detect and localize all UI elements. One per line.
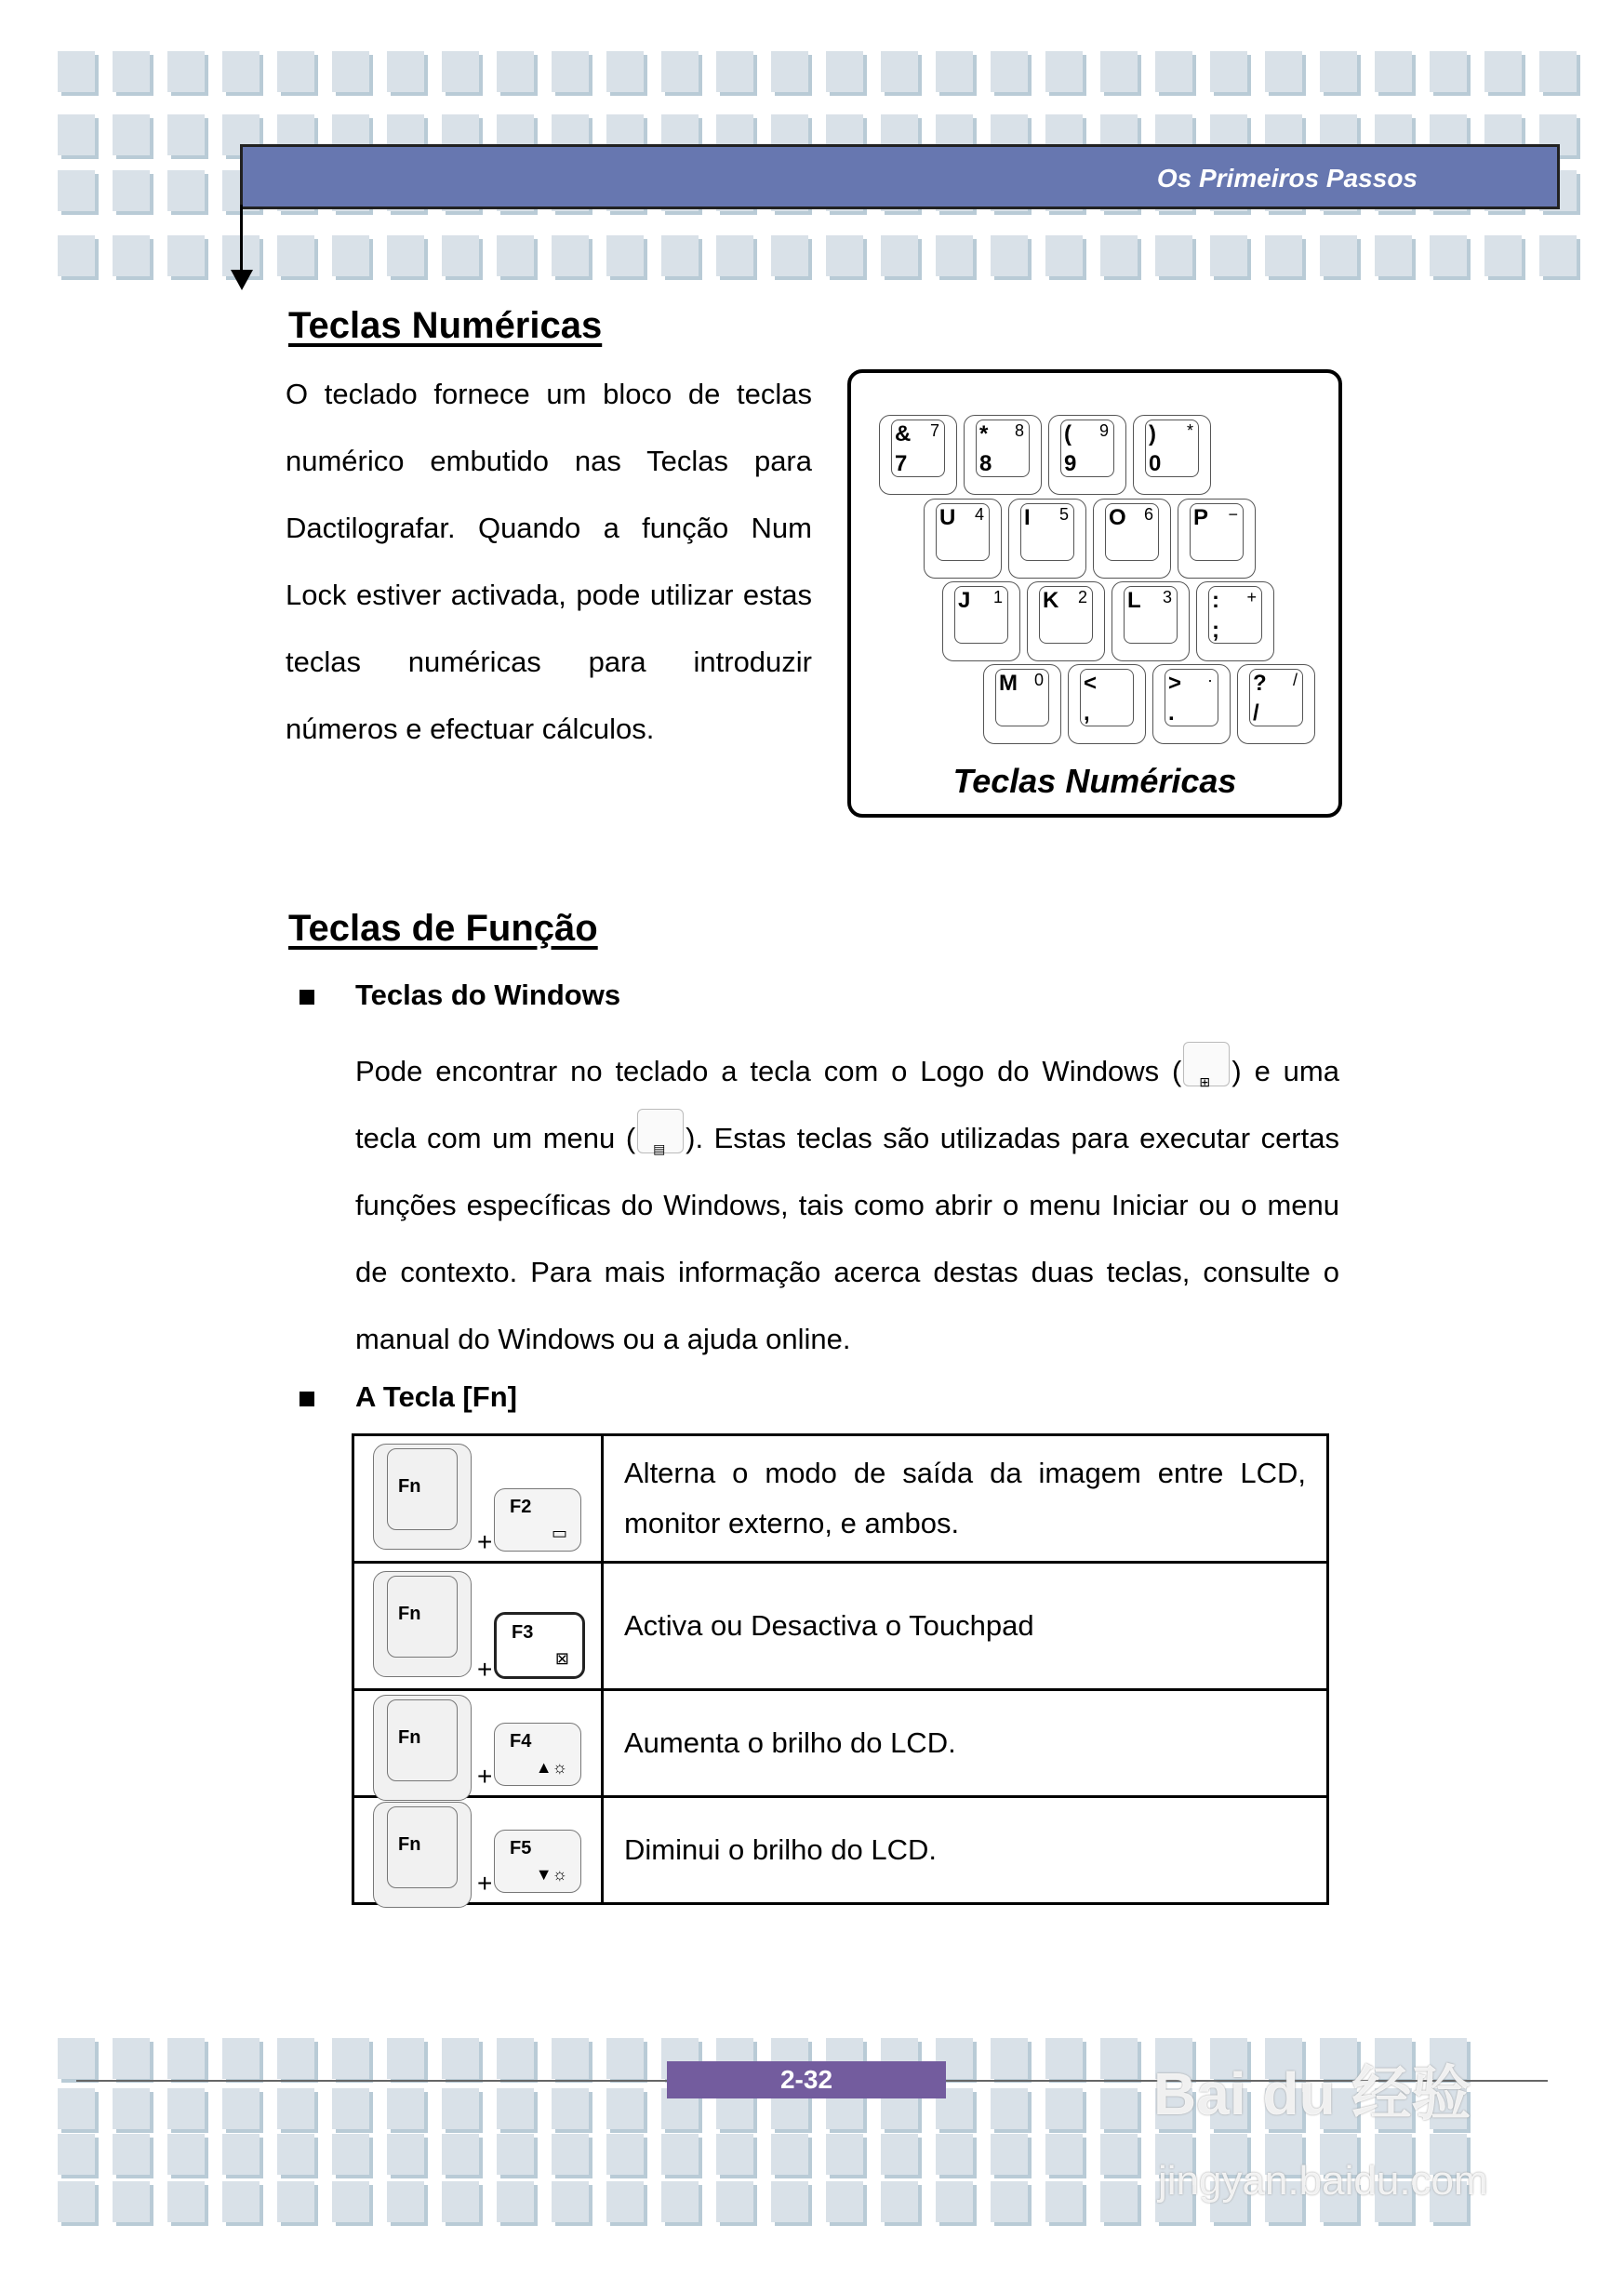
plus-sign: + <box>477 1762 493 1791</box>
decorative-tile <box>826 51 863 92</box>
decorative-tile <box>497 2134 534 2175</box>
decorative-tile <box>881 51 918 92</box>
decorative-tile <box>167 2181 205 2222</box>
key-combo-cell <box>353 1435 603 1563</box>
decorative-tile <box>991 235 1028 276</box>
decorative-tile <box>1430 235 1467 276</box>
section-heading-function-keys: Teclas de Função <box>288 908 598 949</box>
decorative-tile <box>58 2038 95 2079</box>
chapter-header-bar <box>240 144 1560 209</box>
decorative-tile <box>1045 2181 1083 2222</box>
decorative-tile <box>442 2134 479 2175</box>
decorative-tile <box>387 51 424 92</box>
decorative-tile <box>1045 235 1083 276</box>
windows-logo-key-icon: ⊞ <box>1183 1042 1230 1086</box>
decorative-tile <box>771 51 808 92</box>
decorative-tile <box>552 2088 589 2129</box>
bullet-icon <box>300 990 314 1005</box>
fn-description: Diminui o brilho do LCD. <box>603 1797 1328 1904</box>
key-legend: 0 <box>1033 671 1044 689</box>
function-key-symbol-icon: ▼☼ <box>535 1865 567 1884</box>
fn-key-label: Fn <box>398 1727 421 1748</box>
keypad-key <box>1196 581 1274 661</box>
function-key-label: F3 <box>512 1622 534 1643</box>
decorative-tile <box>387 2181 424 2222</box>
key-legend: ; <box>1212 618 1219 643</box>
decorative-tile <box>387 2134 424 2175</box>
key-legend: 2 <box>1077 588 1087 606</box>
keypad-key <box>1152 664 1231 744</box>
keypad-key <box>1237 664 1315 744</box>
key-legend: 9 <box>1064 451 1077 476</box>
numeric-keys-paragraph: O teclado fornece um bloco de teclas numérico embutido nas Teclas para Dactilografar. Quando a função Num Lock estiver activada, pode utilizar estas teclas numéricas para introduzir números e efectuar cálculos. <box>286 378 812 745</box>
function-key-symbol-icon: ▲☼ <box>535 1758 567 1777</box>
decorative-tile <box>661 2181 699 2222</box>
decorative-tile <box>277 2088 314 2129</box>
decorative-tile <box>1484 51 1522 92</box>
decorative-tile <box>552 2038 589 2079</box>
decorative-tile <box>936 2181 973 2222</box>
decorative-tile <box>277 51 314 92</box>
key-legend: > <box>1168 671 1182 696</box>
key-legend: 7 <box>929 421 939 440</box>
decorative-tile <box>58 2134 95 2175</box>
decorative-tile <box>1100 2134 1138 2175</box>
decorative-tile <box>1375 235 1412 276</box>
decorative-tile <box>497 235 534 276</box>
numeric-keypad-figure <box>847 369 1342 818</box>
key-legend: ( <box>1064 421 1072 446</box>
decorative-tile <box>387 235 424 276</box>
decorative-tile <box>497 51 534 92</box>
key-legend: ) <box>1149 421 1156 446</box>
key-legend: 0 <box>1149 451 1162 476</box>
subheading-windows-keys: Teclas do Windows <box>355 979 621 1011</box>
decorative-tile <box>1045 51 1083 92</box>
decorative-tile <box>771 2181 808 2222</box>
decorative-tile <box>771 235 808 276</box>
keypad-key <box>1068 664 1146 744</box>
bullet-icon <box>300 1392 314 1406</box>
watermark-url: jingyan.baidu.com <box>1158 2158 1488 2204</box>
fn-key-label: Fn <box>398 1604 421 1624</box>
decorative-tile <box>442 2181 479 2222</box>
decorative-tile <box>826 235 863 276</box>
decorative-tile <box>442 2088 479 2129</box>
windows-text-part-1: Pode encontrar no teclado a tecla com o Logo do Windows ( <box>355 1055 1182 1087</box>
keypad-key <box>924 499 1002 579</box>
decorative-tile <box>497 2088 534 2129</box>
decorative-tile <box>222 2134 260 2175</box>
decorative-tile <box>113 2088 150 2129</box>
plus-sign: + <box>477 1527 493 1556</box>
keypad-key <box>1133 415 1211 495</box>
decorative-tile <box>606 235 644 276</box>
key-legend: : <box>1212 588 1219 613</box>
function-key-icon <box>494 1488 581 1552</box>
decorative-tile <box>826 2181 863 2222</box>
function-key-icon <box>494 1612 585 1679</box>
windows-text-part-3: ). Estas teclas são utilizadas para executar certas funções específicas do Windows, tais como abrir o menu Iniciar ou o menu de contexto. Para mais informação acerca destas duas teclas, consulte o manual do Windows ou a ajuda online. <box>355 1122 1339 1355</box>
key-legend: · <box>1207 671 1213 689</box>
decorative-tile <box>1484 235 1522 276</box>
fn-table-row <box>353 1435 1328 1563</box>
decorative-tile <box>1155 235 1192 276</box>
decorative-tile <box>552 2134 589 2175</box>
fn-table-row <box>353 1690 1328 1797</box>
keypad-key <box>983 664 1061 744</box>
fn-key-icon <box>373 1571 472 1677</box>
decorative-tile <box>1320 51 1357 92</box>
keypad-key <box>964 415 1042 495</box>
decorative-tile <box>1210 51 1247 92</box>
decorative-tile <box>606 2088 644 2129</box>
key-legend: 9 <box>1098 421 1109 440</box>
decorative-tile <box>332 2181 369 2222</box>
key-legend: * <box>1186 421 1193 440</box>
plus-sign: + <box>477 1869 493 1898</box>
decorative-tile <box>716 235 753 276</box>
section-heading-numeric-keys: Teclas Numéricas <box>288 305 603 346</box>
key-legend: / <box>1292 671 1298 689</box>
decorative-tile <box>606 51 644 92</box>
key-legend: / <box>1253 700 1259 726</box>
fn-table-row <box>353 1797 1328 1904</box>
decorative-tile <box>58 114 95 155</box>
arrow-down-icon <box>231 270 253 290</box>
keypad-key <box>1178 499 1256 579</box>
decorative-tile <box>332 2134 369 2175</box>
decorative-tile <box>58 51 95 92</box>
key-legend: U <box>939 505 956 530</box>
page-number: 2-32 <box>667 2061 946 2098</box>
decorative-tile <box>1100 235 1138 276</box>
decorative-tile <box>1045 2038 1083 2079</box>
keypad-key <box>1093 499 1171 579</box>
keypad-key <box>1112 581 1190 661</box>
decorative-tile <box>222 51 260 92</box>
decorative-tile <box>991 51 1028 92</box>
decorative-tile <box>277 235 314 276</box>
decorative-tile <box>552 235 589 276</box>
decorative-tile <box>606 2134 644 2175</box>
key-legend: 1 <box>992 588 1003 606</box>
decorative-tile <box>716 51 753 92</box>
decorative-tile <box>881 235 918 276</box>
menu-key-icon: ▤ <box>637 1109 684 1153</box>
decorative-tile <box>991 2181 1028 2222</box>
decorative-tile <box>1430 51 1467 92</box>
keypad-key <box>1027 581 1105 661</box>
keypad-key <box>1048 415 1126 495</box>
key-legend: & <box>895 421 912 446</box>
key-legend: ? <box>1253 671 1267 696</box>
decorative-tile <box>881 2181 918 2222</box>
decorative-tile <box>58 2088 95 2129</box>
decorative-tile <box>332 2038 369 2079</box>
decorative-tile <box>991 2134 1028 2175</box>
key-legend: 5 <box>1058 505 1069 524</box>
fn-key-icon <box>373 1802 472 1908</box>
fn-description: Aumenta o brilho do LCD. <box>603 1690 1328 1797</box>
fn-key-label: Fn <box>398 1476 421 1497</box>
fn-key-icon <box>373 1695 472 1801</box>
decorative-tile <box>167 2088 205 2129</box>
subheading-fn-key: A Tecla [Fn] <box>355 1380 517 1413</box>
decorative-tile <box>1539 235 1577 276</box>
key-legend: J <box>958 588 971 613</box>
key-legend: − <box>1228 505 1238 524</box>
decorative-tile <box>387 2088 424 2129</box>
decorative-tile <box>1045 2134 1083 2175</box>
decorative-tile <box>826 2134 863 2175</box>
key-legend: 8 <box>1014 421 1024 440</box>
decorative-tile <box>332 2088 369 2129</box>
decorative-tile <box>332 51 369 92</box>
decorative-tile <box>936 51 973 92</box>
decorative-tile <box>167 2038 205 2079</box>
figure-caption: Teclas Numéricas <box>952 762 1237 800</box>
key-legend: < <box>1084 671 1098 696</box>
function-key-icon <box>494 1723 581 1786</box>
key-legend: 7 <box>895 451 908 476</box>
decorative-tile <box>1539 51 1577 92</box>
decorative-tile <box>113 170 150 211</box>
decorative-tile <box>881 2134 918 2175</box>
decorative-tile <box>167 2134 205 2175</box>
decorative-tile <box>1100 51 1138 92</box>
decorative-tile <box>716 2181 753 2222</box>
decorative-tile <box>332 235 369 276</box>
decorative-tile <box>1100 2038 1138 2079</box>
key-combo-cell <box>353 1563 603 1690</box>
function-key-label: F2 <box>510 1497 532 1517</box>
key-combo-cell <box>353 1797 603 1904</box>
decorative-tile <box>936 235 973 276</box>
arrow-line <box>240 205 243 272</box>
keypad-key <box>879 415 957 495</box>
decorative-tile <box>58 2181 95 2222</box>
fn-description: Activa ou Desactiva o Touchpad <box>603 1563 1328 1690</box>
decorative-tile <box>442 51 479 92</box>
decorative-tile <box>387 2038 424 2079</box>
key-legend: + <box>1246 588 1257 606</box>
decorative-tile <box>113 51 150 92</box>
windows-text-part-2: ) e uma tecla com um menu ( <box>355 1055 1339 1154</box>
decorative-tile <box>222 2088 260 2129</box>
key-legend: K <box>1043 588 1059 613</box>
windows-keys-paragraph <box>355 1038 1339 1373</box>
decorative-tile <box>1320 235 1357 276</box>
chapter-title: Os Primeiros Passos <box>1156 164 1418 193</box>
key-legend: M <box>999 671 1018 696</box>
function-key-icon <box>494 1830 581 1893</box>
key-legend: . <box>1168 700 1175 726</box>
decorative-tile <box>497 2181 534 2222</box>
decorative-tile <box>606 2181 644 2222</box>
function-key-label: F5 <box>510 1838 532 1858</box>
watermark-logo: Bai du 经验 <box>1153 2060 1471 2127</box>
decorative-tile <box>167 170 205 211</box>
decorative-tile <box>113 114 150 155</box>
decorative-tile <box>661 2134 699 2175</box>
decorative-tile <box>1375 51 1412 92</box>
decorative-tile <box>1155 51 1192 92</box>
decorative-tile <box>991 2088 1028 2129</box>
key-legend: 6 <box>1143 505 1153 524</box>
function-key-label: F4 <box>510 1731 532 1752</box>
decorative-tile <box>497 2038 534 2079</box>
decorative-tile <box>1265 51 1302 92</box>
decorative-tile <box>936 2134 973 2175</box>
decorative-tile <box>1210 235 1247 276</box>
key-legend: L <box>1127 588 1141 613</box>
decorative-tile <box>552 51 589 92</box>
key-legend: 3 <box>1162 588 1172 606</box>
decorative-tile <box>113 235 150 276</box>
key-combo-cell <box>353 1690 603 1797</box>
decorative-tile <box>661 51 699 92</box>
key-legend: 4 <box>974 505 984 524</box>
decorative-tile <box>222 2181 260 2222</box>
decorative-tile <box>442 2038 479 2079</box>
fn-description: Alterna o modo de saída da imagem entre LCD, monitor externo, e ambos. <box>603 1435 1328 1563</box>
decorative-tile <box>277 2038 314 2079</box>
plus-sign: + <box>477 1655 493 1684</box>
fn-key-table <box>352 1433 1329 1905</box>
decorative-tile <box>222 2038 260 2079</box>
header-tile-row <box>58 235 1577 276</box>
decorative-tile <box>1045 2088 1083 2129</box>
decorative-tile <box>58 170 95 211</box>
decorative-tile <box>606 2038 644 2079</box>
function-key-symbol-icon: ▭ <box>551 1524 567 1542</box>
decorative-tile <box>277 2181 314 2222</box>
key-legend: O <box>1109 505 1126 530</box>
decorative-tile <box>167 114 205 155</box>
decorative-tile <box>1100 2088 1138 2129</box>
decorative-tile <box>113 2181 150 2222</box>
decorative-tile <box>552 2181 589 2222</box>
key-legend: , <box>1084 700 1090 726</box>
decorative-tile <box>58 235 95 276</box>
key-legend: P <box>1193 505 1209 530</box>
decorative-tile <box>991 2038 1028 2079</box>
decorative-tile <box>113 2038 150 2079</box>
decorative-tile <box>1100 2181 1138 2222</box>
decorative-tile <box>771 2134 808 2175</box>
decorative-tile <box>661 235 699 276</box>
decorative-tile <box>716 2134 753 2175</box>
decorative-tile <box>167 51 205 92</box>
fn-table-row <box>353 1563 1328 1690</box>
fn-key-label: Fn <box>398 1834 421 1855</box>
key-legend: 8 <box>979 451 992 476</box>
keypad-key <box>1008 499 1086 579</box>
function-key-symbol-icon: ⊠ <box>554 1649 569 1668</box>
decorative-tile <box>277 2134 314 2175</box>
key-legend: * <box>979 421 989 446</box>
decorative-tile <box>1265 235 1302 276</box>
decorative-tile <box>113 2134 150 2175</box>
header-tile-row <box>58 51 1577 92</box>
decorative-tile <box>442 235 479 276</box>
keypad-key <box>942 581 1020 661</box>
decorative-tile <box>167 235 205 276</box>
fn-key-icon <box>373 1444 472 1550</box>
key-legend: I <box>1024 505 1031 530</box>
